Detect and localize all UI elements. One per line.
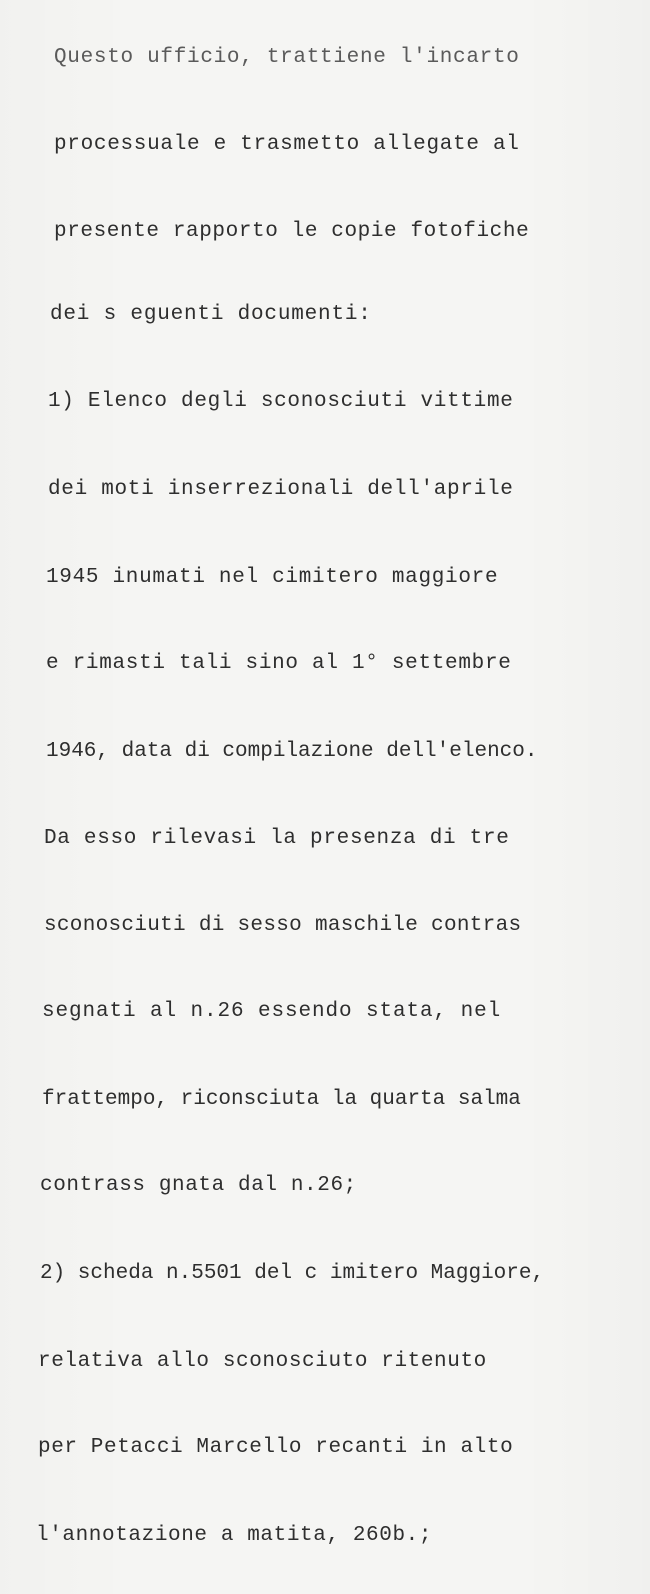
text-line-12: segnati al n.26 essendo stata, nel [42,1000,502,1023]
text-line-10: Da esso rilevasi la presenza di tre [44,827,510,850]
text-line-14: contrass gnata dal n.26; [40,1174,357,1197]
text-line-8: e rimasti tali sino al 1° settembre [46,652,512,675]
text-line-9: 1946, data di compilazione dell'elenco. [46,740,538,763]
text-line-1: Questo ufficio, trattiene l'incarto [54,46,520,69]
text-line-16: relativa allo sconosciuto ritenuto [38,1350,487,1373]
text-line-13: frattempo, riconsciuta la quarta salma [42,1088,521,1111]
text-line-15: 2) scheda n.5501 del c imitero Maggiore, [40,1262,545,1285]
text-line-5: 1) Elenco degli sconosciuti vittime [48,390,514,413]
text-line-11: sconosciuti di sesso maschile contras [44,914,522,937]
text-line-17: per Petacci Marcello recanti in alto [38,1436,514,1459]
text-line-3: presente rapporto le copie fotofiche [54,220,530,243]
text-line-7: 1945 inumati nel cimitero maggiore [46,566,499,589]
text-line-6: dei moti inserrezionali dell'aprile [48,478,514,501]
text-line-18: l'annotazione a matita, 260b.; [36,1524,433,1547]
text-line-2: processuale e trasmetto allegate al [54,133,520,156]
text-line-4: dei s eguenti documenti: [50,303,372,326]
